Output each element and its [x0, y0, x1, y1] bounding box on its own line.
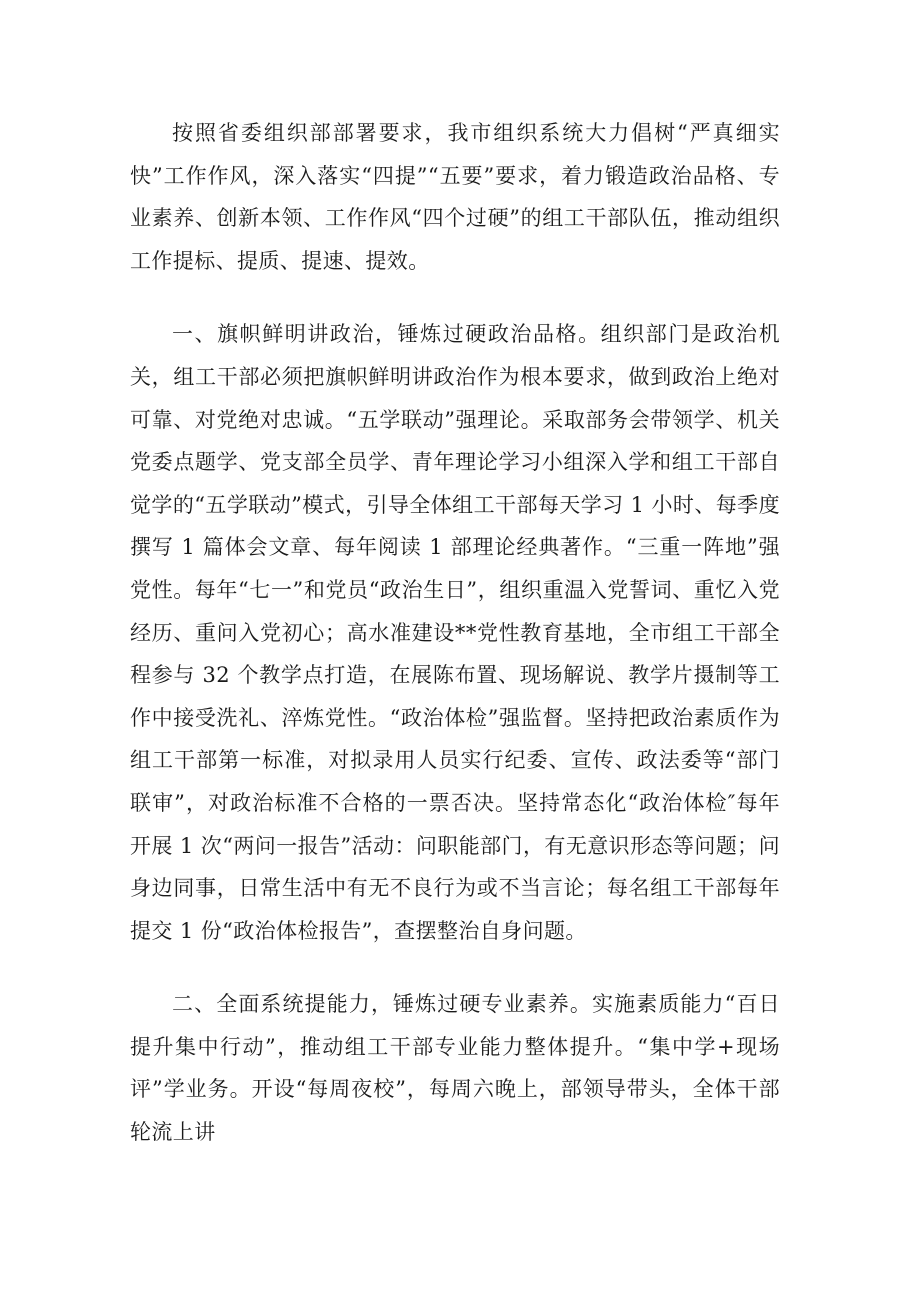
document-body — [130, 112, 780, 1154]
paragraph-intro: 按照省委组织部部署要求，我市组织系统大力倡树“严真细实快”工作作风，深入落实“四提”“五要”要求，着力锻造政治品格、专业素养、创新本领、工作作风“四个过硬”的组工干部队伍，推动组织工作提标、提质、提速、提效。 — [130, 121, 780, 273]
paragraph-section-2: 二、全面系统提能力，锤炼过硬专业素养。实施素质能力“百日提升集中行动”，推动组工干部专业能力整体提升。“集中学+现场评”学业务。开设“每周夜校”，每周六晚上，部领导带头，全体干部轮流上讲 — [130, 992, 780, 1145]
paragraph-section-1: 一、旗帜鲜明讲政治，锤炼过硬政治品格。组织部门是政治机关，组工干部必须把旗帜鲜明讲政治作为根本要求，做到政治上绝对可靠、对党绝对忠诚。“五学联动”强理论。采取部务会带领学、机关党委点题学、党支部全员学、青年理论学习小组深入学和组工干部自觉学的“五学联动”模式，引导全体组工干部每天学习 1 小时、每季度撰写 1 篇体会文章、每年阅读 1 部理论经典著作。“三重一阵地”强党性。每年“七一”和党员“政治生日”，组织重温入党誓词、重忆入党经历、重问入党初心；高水准建设**党性教育基地，全市组工干部全程参与 32 个教学点打造，在展陈布置、现场解说、教学片摄制等工作中接受洗礼、淬炼党性。“政治体检”强监督。坚持把政治素质作为组工干部第一标准，对拟录用人员实行纪委、宣传、政法委等“部门联审”，对政治标准不合格的一票否决。坚持常态化“政治体检″每年开展 1 次“两问一报告”活动：问职能部门，有无意识形态等问题；问身边同事，日常生活中有无不良行为或不当言论；每名组工干部每年提交 1 份“政治体检报告”，查摆整治自身问题。 — [130, 322, 780, 943]
